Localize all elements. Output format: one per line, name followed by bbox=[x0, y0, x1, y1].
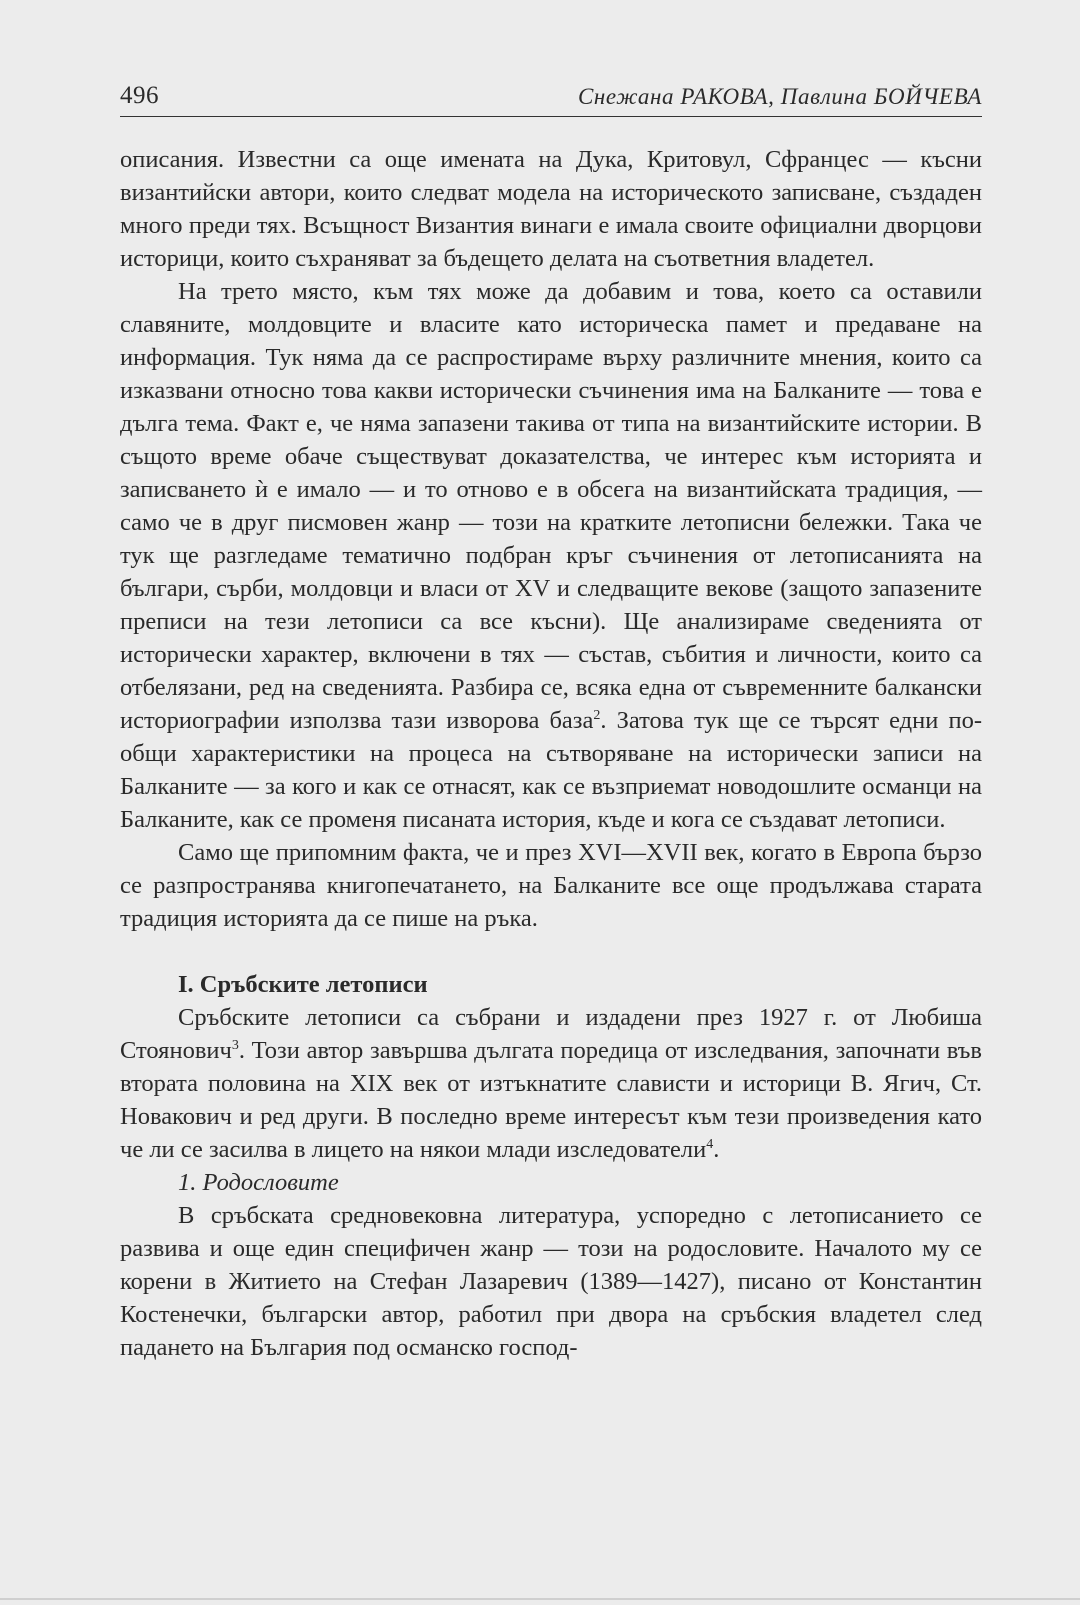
paragraph-5: В сръбската средновековна литература, успоредно с летописанието се развива и още един специфичен жанр — този на родословите. Началото му се корени в Житието на Стефан Лазаревич (1389—1427), писано от Константин Костенечки, български автор, работил при двора на сръбския владетел след падането на България под османско господ- bbox=[120, 1202, 982, 1361]
subsection-heading: 1. Родословите bbox=[178, 1169, 339, 1196]
paragraph-4-text-a: Сръбските летописи са събрани и издадени през 1927 г. от Любиша Стоянович bbox=[120, 1004, 982, 1064]
page-number: 496 bbox=[120, 82, 159, 109]
page-header bbox=[120, 82, 982, 117]
paragraph-2 bbox=[120, 275, 982, 836]
footnote-ref-3: 3 bbox=[231, 1038, 239, 1053]
paragraph-2-text-a: На трето място, към тях може да добавим и това, което са оставили славяните, молдовците и власите като историческа памет и предаване на информация. Тук няма да се распростираме върху различните мнения, които са изказвани относно това какви исторически съчинения има на Балканите — това е дълга тема. Факт е, че няма запазени такива от типа на византийските истории. В същото време обаче съществуват доказателства, че интерес към историята и записването ѝ е имало — и то отново е в обсега на византийската традиция, — само че в друг писмовен жанр — този на кратките летописни бележки. Така че тук ще разгледаме тематично подбран кръг съчинения от летописанията на българи, сърби, молдовци и власи от XV и следващите векове (защото запазените преписи на тези летописи са все късни). Ще анализираме сведенията от исторически характер, включени в тях — състав, събития и личности, които са отбелязани, ред на сведенията. Разбира се, всяка една от съвременните балкански историографии използва тази изворова база bbox=[120, 278, 982, 734]
paragraph-2-text-b: . Затова тук ще се търсят едни по-общи характеристики на процеса на сътворяване на исторически записи на Балканите — за кого и как се отнасят, как се възприемат новодошлите османци на Балканите, как се променя писаната история, къде и кога се създават летописи. bbox=[120, 707, 982, 833]
footnote-ref-2: 2 bbox=[593, 708, 601, 723]
paragraph-3: Само ще припомним факта, че и през XVI—XVII век, когато в Европа бързо се разпространява книгопечатането, на Балканите все още продължава старата традиция историята да се пише на ръка. bbox=[120, 839, 982, 932]
paragraph-4-text-c: . bbox=[713, 1136, 720, 1163]
footnote-ref-4: 4 bbox=[706, 1137, 714, 1152]
running-head-authors: Снежана РАКОВА, Павлина БОЙЧЕВА bbox=[577, 84, 982, 109]
page-body bbox=[120, 143, 982, 1364]
paragraph-1: описания. Известни са още имената на Дука, Критовул, Сфранцес — късни византийски автори, които следват модела на историческото записване, създаден много преди тях. Всъщност Византия винаги е имала своите официални дворцови историци, които съхраняват за бъдещето делата на съответния владетел. bbox=[120, 146, 982, 272]
scan-edge-line bbox=[0, 1598, 1080, 1600]
section-heading: I. Сръбските летописи bbox=[178, 971, 428, 998]
paragraph-4-text-b: . Този автор завършва дългата поредица от изследвания, започнати във втората половина на XIX век от изтъкнатите слависти и историци В. Ягич, Ст. Новакович и ред други. В последно време интересът към тези произведения като че ли се засилва в лицето на някои млади изследователи bbox=[120, 1037, 982, 1163]
paragraph-4 bbox=[120, 1001, 982, 1166]
